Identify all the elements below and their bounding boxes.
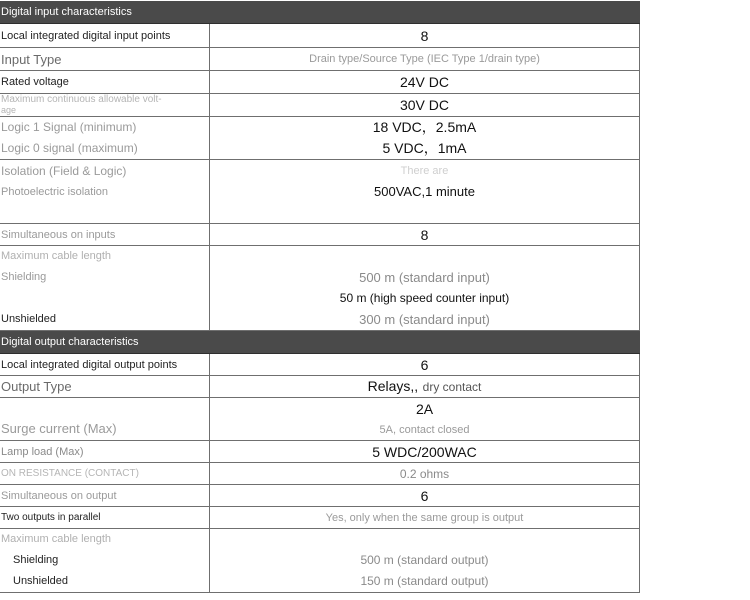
row-value: Relays,, — [367, 377, 419, 394]
table-row — [0, 71, 640, 94]
row-label: Maximum cable length — [1, 250, 112, 262]
row-value: 5A, contact closed — [379, 424, 470, 436]
row-value: 8 — [420, 27, 429, 44]
row-value-note: dry contact — [422, 379, 482, 394]
table-row — [0, 398, 640, 441]
table-row — [0, 354, 640, 376]
row-label: Logic 1 Signal (minimum) — [1, 120, 137, 134]
row-label: Unshielded — [13, 575, 69, 587]
row-label-line1: Maximum continuous allowable volt- — [1, 94, 162, 105]
row-value: 2A — [415, 401, 434, 417]
row-value: 5 VDC，1mA — [382, 140, 467, 156]
row-label: Maximum cable length — [1, 533, 112, 545]
row-label: Unshielded — [1, 313, 57, 325]
row-value: 6 — [420, 356, 429, 373]
row-label: Output Type — [1, 379, 72, 394]
row-value: 5 WDC/200WAC — [372, 443, 477, 460]
row-value: 500VAC,1 minute — [374, 184, 475, 199]
table-row — [0, 529, 640, 593]
row-value: 8 — [420, 226, 429, 243]
row-value: 18 VDC，2.5mA — [372, 119, 477, 135]
table-row — [0, 160, 640, 224]
table-row — [0, 117, 640, 160]
row-label: Local integrated digital output points — [1, 358, 178, 371]
table-row — [0, 441, 640, 463]
row-value: 500 m (standard output) — [360, 553, 489, 567]
row-value: 24V DC — [399, 74, 450, 90]
row-label: Isolation (Field & Logic) — [1, 164, 127, 178]
table-row — [0, 246, 640, 331]
table-row — [0, 463, 640, 485]
row-value: 300 m (standard input) — [359, 312, 490, 327]
row-label: Rated voltage — [1, 76, 69, 88]
table-row — [0, 507, 640, 529]
row-value: 500 m (standard input) — [359, 270, 490, 285]
input-spec-table — [0, 24, 640, 331]
output-spec-table — [0, 354, 640, 593]
row-label: Logic 0 signal (maximum) — [1, 141, 138, 155]
section-header-input: Digital input characteristics — [0, 1, 640, 24]
row-label: Surge current (Max) — [1, 421, 117, 436]
row-value: 30V DC — [399, 97, 450, 113]
table-row — [0, 94, 640, 117]
row-value: There are — [400, 165, 449, 177]
row-label-line2: age — [1, 105, 17, 115]
row-label: Photoelectric isolation — [1, 186, 109, 198]
row-label: Simultaneous on output — [1, 489, 117, 502]
row-value: 50 m (high speed counter input) — [339, 291, 510, 305]
table-row — [0, 224, 640, 246]
row-value: 6 — [420, 487, 429, 504]
row-value: 0.2 ohms — [399, 466, 450, 481]
row-label: Local integrated digital input points — [1, 29, 171, 42]
row-label: Lamp load (Max) — [1, 445, 84, 458]
table-row — [0, 48, 640, 71]
row-value: Yes, only when the same group is output — [325, 511, 524, 524]
table-row — [0, 376, 640, 398]
row-label: Shielding — [13, 554, 59, 566]
row-label: Two outputs in parallel — [1, 512, 101, 523]
row-label: Input Type — [1, 51, 62, 67]
row-label: Shielding — [1, 271, 47, 283]
section-header-output: Digital output characteristics — [0, 331, 640, 354]
row-value: 150 m (standard output) — [360, 574, 489, 588]
table-row — [0, 485, 640, 507]
row-value: Drain type/Source Type (IEC Type 1/drain type) — [309, 53, 540, 65]
row-label: ON RESISTANCE (CONTACT) — [1, 468, 139, 479]
table-row — [0, 24, 640, 48]
row-label: Simultaneous on inputs — [1, 228, 116, 241]
